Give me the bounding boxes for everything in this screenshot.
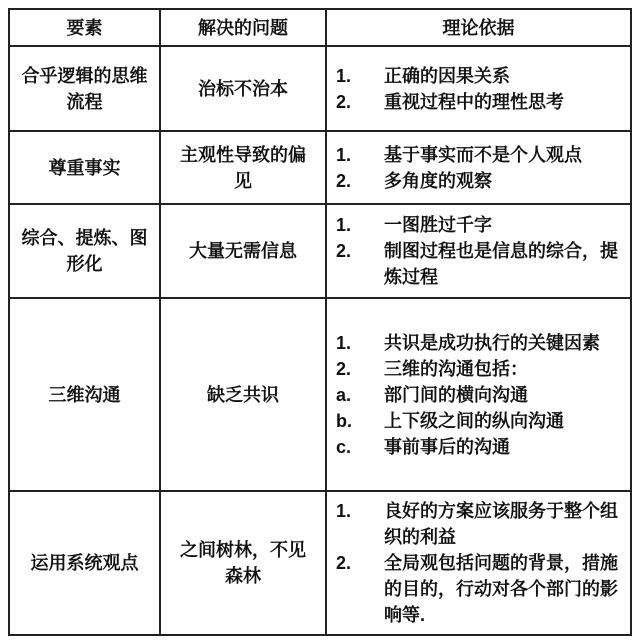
basis-item-text: 全局观包括问题的背景，措施的目的，行动对各个部门的影响等.	[384, 553, 618, 625]
basis-item-label: 1.	[336, 501, 352, 521]
cell-element: 合乎逻辑的思维流程	[9, 46, 160, 131]
basis-item-text: 部门间的横向沟通	[384, 384, 528, 405]
cell-basis	[326, 131, 631, 204]
basis-item-text: 一图胜过千字	[384, 215, 492, 235]
col-header-basis: 理论依据	[326, 9, 631, 46]
basis-item-text: 三维的沟通包括：	[384, 358, 528, 379]
cell-problem: 主观性导致的偏见	[160, 131, 326, 204]
basis-item	[336, 498, 624, 550]
table-row	[9, 298, 631, 491]
cell-problem: 大量无需信息	[160, 204, 326, 298]
basis-item-label: 1.	[336, 215, 352, 235]
basis-item-text: 基于事实而不是个人观点	[384, 144, 582, 165]
basis-item	[336, 356, 624, 382]
basis-item-label: 1.	[336, 332, 352, 353]
cell-basis	[326, 491, 631, 635]
cell-element: 运用系统观点	[9, 491, 160, 635]
basis-item	[336, 330, 624, 356]
basis-item-label: 2.	[336, 358, 352, 379]
cell-basis	[326, 298, 631, 491]
table-row	[9, 491, 631, 635]
basis-item-text: 事前事后的沟通	[384, 436, 510, 457]
basis-item-text: 正确的因果关系	[384, 65, 510, 86]
basis-item	[336, 142, 624, 168]
header-row	[9, 9, 631, 46]
col-header-element: 要素	[9, 9, 160, 46]
basis-item-text: 上下级之间的纵向沟通	[384, 410, 564, 431]
basis-item-text: 共识是成功执行的关键因素	[384, 332, 600, 353]
elements-table	[8, 8, 632, 636]
basis-item	[336, 382, 624, 408]
col-header-problem: 解决的问题	[160, 9, 326, 46]
cell-element: 尊重事实	[9, 131, 160, 204]
cell-basis	[326, 46, 631, 131]
cell-problem: 治标不治本	[160, 46, 326, 131]
basis-item-label: c.	[336, 436, 352, 457]
cell-element: 三维沟通	[9, 298, 160, 491]
basis-item-text: 重视过程中的理性思考	[384, 91, 564, 112]
cell-problem: 之间树林，不见森林	[160, 491, 326, 635]
basis-item-label: a.	[336, 384, 352, 405]
basis-item-label: b.	[336, 410, 352, 431]
basis-item-text: 良好的方案应该服务于整个组织的利益	[384, 501, 618, 547]
basis-item	[336, 63, 624, 89]
basis-item	[336, 434, 624, 460]
basis-item-label: 2.	[336, 553, 352, 573]
basis-item-label: 1.	[336, 65, 352, 86]
basis-item	[336, 89, 624, 115]
table-row	[9, 204, 631, 298]
cell-problem: 缺乏共识	[160, 298, 326, 491]
basis-item-label: 2.	[336, 91, 352, 112]
basis-item-text: 制图过程也是信息的综合，提炼过程	[384, 241, 618, 287]
basis-item	[336, 550, 624, 628]
table-row	[9, 46, 631, 131]
basis-item	[336, 212, 624, 238]
cell-basis	[326, 204, 631, 298]
basis-item-label: 2.	[336, 241, 352, 261]
basis-item	[336, 238, 624, 290]
table-row	[9, 131, 631, 204]
basis-item-label: 1.	[336, 144, 352, 165]
basis-item	[336, 408, 624, 434]
basis-item-label: 2.	[336, 170, 352, 191]
cell-element: 综合、提炼、图形化	[9, 204, 160, 298]
basis-item-text: 多角度的观察	[384, 170, 492, 191]
basis-item	[336, 168, 624, 194]
